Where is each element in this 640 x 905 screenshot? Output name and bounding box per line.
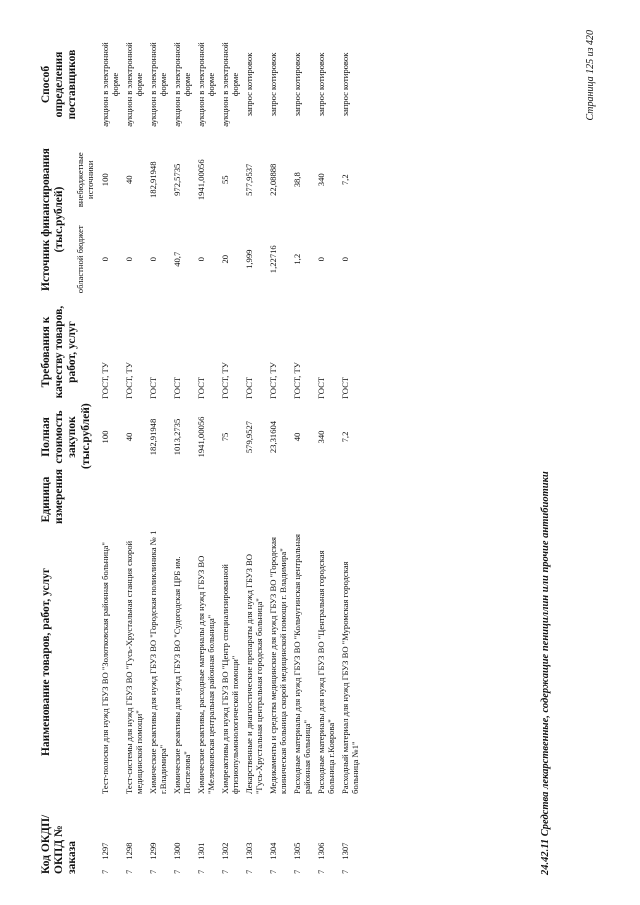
row-extra: 22,08888	[268, 163, 279, 196]
row-unit	[125, 472, 149, 527]
row-okdp: 7	[268, 869, 279, 874]
row-cost: 100	[100, 430, 111, 444]
row-regional: 1,999	[244, 249, 255, 269]
row-finance	[221, 137, 245, 302]
row-requirements: ГОСТ, ТУ	[292, 362, 303, 399]
row-number: 1303	[244, 842, 255, 860]
row-number: 1305	[292, 842, 303, 860]
row-code	[245, 797, 269, 877]
row-extra: 340	[316, 173, 327, 187]
row-regional: 0	[124, 257, 135, 262]
row-method: аукцион в электронной форме	[124, 42, 145, 127]
header-name: Наименование товаров, работ, услуг	[40, 567, 52, 757]
header-requirements: Требования к качеству товаров, работ, услуг	[40, 305, 79, 399]
row-unit	[173, 472, 197, 527]
row-finance	[317, 137, 341, 302]
header-finance-extra: внебюджетные источники	[75, 152, 95, 208]
row-finance	[269, 137, 293, 302]
row-cost: 23,31604	[268, 420, 279, 454]
row-regional: 0	[340, 257, 351, 262]
row-extra: 38,8	[292, 172, 303, 188]
table-row	[341, 32, 365, 877]
row-okdp: 7	[292, 869, 303, 874]
row-regional: 0	[100, 257, 111, 262]
row-requirements: ГОСТ, ТУ	[220, 362, 231, 399]
row-name: Тест-системы для нужд ГБУЗ ВО "Гусь-Хрустальная станция скорой медицинской помощи"	[124, 540, 145, 794]
row-cost: 1013,2735	[172, 418, 183, 456]
row-number: 1297	[100, 842, 111, 860]
row-finance	[101, 137, 125, 302]
row-code	[125, 797, 149, 877]
row-number: 1298	[124, 842, 135, 860]
row-number: 1301	[196, 842, 207, 860]
table-header	[40, 32, 101, 877]
row-cost: 340	[316, 430, 327, 444]
row-requirements: ГОСТ	[196, 376, 207, 399]
row-finance	[149, 137, 173, 302]
row-extra: 7,2	[340, 174, 351, 186]
row-unit	[149, 472, 173, 527]
row-cost: 40	[124, 432, 135, 442]
row-number: 1300	[172, 842, 183, 860]
row-extra: 40	[124, 175, 135, 185]
row-method: запрос котировок	[340, 52, 351, 117]
row-method: аукцион в электронной форме	[100, 42, 121, 127]
row-requirements: ГОСТ	[148, 376, 159, 399]
row-requirements: ГОСТ	[316, 376, 327, 399]
table-row	[101, 32, 125, 877]
row-extra: 55	[220, 175, 231, 185]
row-finance	[173, 137, 197, 302]
row-code	[293, 797, 317, 877]
row-number: 1304	[268, 842, 279, 860]
procurement-table	[40, 32, 365, 877]
row-extra: 972,5735	[172, 163, 183, 196]
row-regional: 0	[196, 257, 207, 262]
row-code	[173, 797, 197, 877]
row-number: 1306	[316, 842, 327, 860]
header-cost: Полная стоимость закупок (тыс.рублей)	[40, 403, 92, 469]
row-name: Расходные материалы для нужд ГБУЗ ВО "Кольчугинская центральная районная больница"	[292, 534, 313, 794]
row-number: 1307	[340, 842, 351, 860]
table-row	[197, 32, 221, 877]
page-number: Страница 125 из 420	[585, 30, 596, 121]
header-finance-regional: областной бюджет	[75, 225, 86, 294]
row-requirements: ГОСТ	[172, 376, 183, 399]
row-regional: 20	[220, 254, 231, 264]
row-finance	[125, 137, 149, 302]
row-unit	[269, 472, 293, 527]
row-method: аукцион в электронной форме	[196, 42, 217, 127]
section-title: 24.42.11 Средства лекарственные, содержащие пенициллин или прочие антибиотики	[540, 471, 551, 875]
header-code: Код ОКДП/ ОКПД № заказа	[40, 814, 79, 874]
table-row	[149, 32, 173, 877]
row-extra: 577,9537	[244, 163, 255, 196]
row-code	[269, 797, 293, 877]
row-method: запрос котировок	[292, 52, 303, 117]
row-requirements: ГОСТ	[244, 376, 255, 399]
row-regional: 1,2	[292, 253, 303, 265]
table-row	[221, 32, 245, 877]
row-number: 1302	[220, 842, 231, 860]
row-cost: 1941,00056	[196, 416, 207, 458]
header-finance-title: Источник финансирования (тыс.рублей)	[40, 148, 66, 291]
row-name: Химические реактивы для нужд ГБУЗ ВО "Судогодская ЦРБ им. Поспелова"	[172, 556, 193, 794]
row-requirements: ГОСТ	[340, 376, 351, 399]
row-okdp: 7	[100, 869, 111, 874]
table-row	[293, 32, 317, 877]
row-name: Медикаменты и средства медицинские для нужд ГБУЗ ВО "Городская клиническая больница скорой медицинской помощи г. Владимира"	[268, 537, 289, 794]
row-code	[149, 797, 173, 877]
row-name: Расходный материал для нужд ГБУЗ ВО "Муромская городская больница №1"	[340, 561, 361, 794]
row-method: аукцион в электронной форме	[220, 42, 241, 127]
row-unit	[197, 472, 221, 527]
row-cost: 579,9527	[244, 420, 255, 454]
row-okdp: 7	[172, 869, 183, 874]
header-finance	[40, 137, 101, 302]
row-unit	[293, 472, 317, 527]
row-unit	[101, 472, 125, 527]
row-okdp: 7	[220, 869, 231, 874]
row-extra: 100	[100, 173, 111, 187]
row-cost: 7,2	[340, 431, 351, 443]
row-extra: 1941,00056	[196, 159, 207, 201]
row-okdp: 7	[196, 869, 207, 874]
header-method: Способ определения поставщиков	[40, 49, 79, 120]
row-unit	[341, 472, 365, 527]
row-cost: 182,91948	[148, 418, 159, 456]
row-requirements: ГОСТ, ТУ	[124, 362, 135, 399]
row-method: аукцион в электронной форме	[148, 42, 169, 127]
row-regional: 0	[148, 257, 159, 262]
table-row	[245, 32, 269, 877]
row-code	[197, 797, 221, 877]
table-row	[317, 32, 341, 877]
row-unit	[317, 472, 341, 527]
row-okdp: 7	[148, 869, 159, 874]
row-code	[221, 797, 245, 877]
row-requirements: ГОСТ, ТУ	[100, 362, 111, 399]
row-name: Химические реактивы для нужд ГБУЗ ВО "Городская поликлиника № 1 г.Владимира"	[148, 530, 169, 794]
row-code	[341, 797, 365, 877]
row-okdp: 7	[124, 869, 135, 874]
row-method: аукцион в электронной форме	[172, 42, 193, 127]
row-name: Тест-полоски для нужд ГБУЗ ВО "Золотковская районная больница"	[100, 542, 111, 794]
row-unit	[245, 472, 269, 527]
row-okdp: 7	[316, 869, 327, 874]
row-name: Химические реактивы, расходные материалы для нужд ГБУЗ ВО "Меленковская центральная районная больница"	[196, 555, 217, 794]
row-code	[101, 797, 125, 877]
row-method: запрос котировок	[268, 52, 279, 117]
row-regional: 0	[316, 257, 327, 262]
row-method: запрос котировок	[316, 52, 327, 117]
row-finance	[245, 137, 269, 302]
row-name: Химреактивы для нужд ГБУЗ ВО "Центр специализированной фтизиопульмонологической помощи"	[220, 564, 241, 794]
row-requirements: ГОСТ, ТУ	[268, 362, 279, 399]
row-unit	[221, 472, 245, 527]
row-okdp: 7	[340, 869, 351, 874]
row-finance	[293, 137, 317, 302]
row-finance	[197, 137, 221, 302]
row-finance	[341, 137, 365, 302]
table-row	[125, 32, 149, 877]
header-unit: Единица измерения	[40, 469, 66, 524]
row-cost: 40	[292, 432, 303, 442]
table-row	[173, 32, 197, 877]
row-code	[317, 797, 341, 877]
row-extra: 182,91948	[148, 161, 159, 199]
row-name: Расходные материалы для нужд ГБУЗ ВО "Центральная городская больница г.Коврова"	[316, 550, 337, 794]
row-okdp: 7	[244, 869, 255, 874]
row-number: 1299	[148, 842, 159, 860]
row-regional: 1,22716	[268, 245, 279, 274]
row-name: Лекарственные и диагностические препараты для нужд ГБУЗ ВО "Гусь-Хрустальная центральная городская больница"	[244, 554, 265, 794]
row-cost: 75	[220, 432, 231, 442]
row-method: запрос котировок	[244, 52, 255, 117]
row-regional: 40,7	[172, 251, 183, 267]
table-row	[269, 32, 293, 877]
